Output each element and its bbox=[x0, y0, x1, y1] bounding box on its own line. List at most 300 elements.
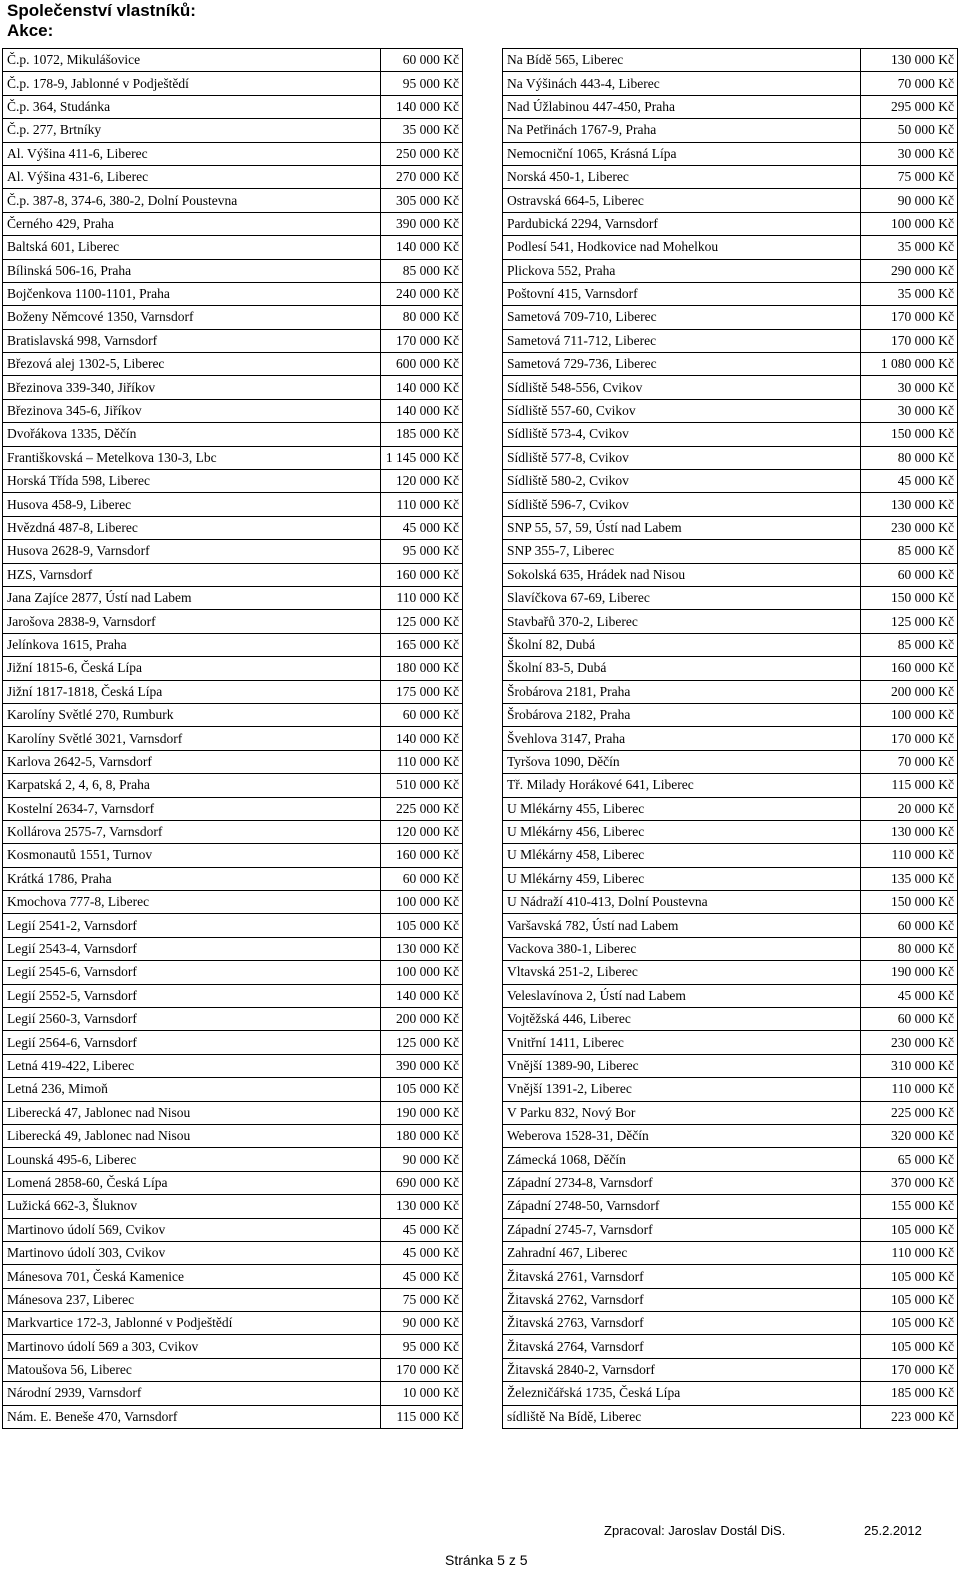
table-row bbox=[503, 1405, 958, 1428]
section-subtitle: Akce: bbox=[7, 21, 54, 40]
address-cell: Březová alej 1302-5, Liberec bbox=[3, 353, 381, 376]
amount-cell: 95 000 Kč bbox=[381, 72, 463, 95]
table-row bbox=[503, 633, 958, 656]
table-row bbox=[3, 797, 463, 820]
amount-cell: 30 000 Kč bbox=[861, 399, 958, 422]
address-cell: Norská 450-1, Liberec bbox=[503, 165, 861, 188]
amount-cell: 60 000 Kč bbox=[381, 49, 463, 72]
amount-cell: 140 000 Kč bbox=[381, 727, 463, 750]
page-number: Stránka 5 z 5 bbox=[445, 1552, 528, 1568]
amount-cell: 225 000 Kč bbox=[861, 1101, 958, 1124]
amount-cell: 170 000 Kč bbox=[861, 306, 958, 329]
amount-cell: 155 000 Kč bbox=[861, 1195, 958, 1218]
table-row bbox=[503, 212, 958, 235]
address-cell: Č.p. 364, Studánka bbox=[3, 95, 381, 118]
table-row bbox=[503, 937, 958, 960]
table-row bbox=[503, 586, 958, 609]
address-cell: Dvořákova 1335, Děčín bbox=[3, 423, 381, 446]
table-row bbox=[503, 516, 958, 539]
table-row bbox=[3, 72, 463, 95]
amount-cell: 100 000 Kč bbox=[861, 212, 958, 235]
amount-cell: 200 000 Kč bbox=[381, 1008, 463, 1031]
table-row bbox=[3, 259, 463, 282]
amount-cell: 190 000 Kč bbox=[861, 961, 958, 984]
address-cell: Matoušova 56, Liberec bbox=[3, 1358, 381, 1381]
table-row bbox=[3, 914, 463, 937]
amount-cell: 170 000 Kč bbox=[861, 329, 958, 352]
address-cell: Sametová 709-710, Liberec bbox=[503, 306, 861, 329]
table-row bbox=[3, 1218, 463, 1241]
table-row bbox=[3, 1288, 463, 1311]
address-cell: Zámecká 1068, Děčín bbox=[503, 1148, 861, 1171]
table-row bbox=[3, 937, 463, 960]
table-row bbox=[3, 282, 463, 305]
amount-cell: 45 000 Kč bbox=[381, 1218, 463, 1241]
address-cell: Mánesova 701, Česká Kamenice bbox=[3, 1265, 381, 1288]
address-cell: Sídliště 580-2, Cvikov bbox=[503, 470, 861, 493]
table-row bbox=[503, 680, 958, 703]
amount-cell: 30 000 Kč bbox=[861, 376, 958, 399]
address-cell: U Mlékárny 456, Liberec bbox=[503, 820, 861, 843]
address-cell: Žitavská 2763, Varnsdorf bbox=[503, 1312, 861, 1335]
address-cell: Vnější 1389-90, Liberec bbox=[503, 1054, 861, 1077]
amount-cell: 105 000 Kč bbox=[381, 1078, 463, 1101]
table-row bbox=[3, 586, 463, 609]
amount-cell: 20 000 Kč bbox=[861, 797, 958, 820]
amount-cell: 390 000 Kč bbox=[381, 1054, 463, 1077]
amount-cell: 170 000 Kč bbox=[861, 727, 958, 750]
amount-cell: 110 000 Kč bbox=[861, 844, 958, 867]
table-row bbox=[3, 329, 463, 352]
amount-cell: 180 000 Kč bbox=[381, 657, 463, 680]
table-row bbox=[3, 49, 463, 72]
table-row bbox=[3, 1148, 463, 1171]
address-cell: Bílinská 506-16, Praha bbox=[3, 259, 381, 282]
address-cell: Ostravská 664-5, Liberec bbox=[503, 189, 861, 212]
address-cell: Jelínkova 1615, Praha bbox=[3, 633, 381, 656]
table-row bbox=[503, 1031, 958, 1054]
amount-cell: 150 000 Kč bbox=[861, 891, 958, 914]
table-row bbox=[503, 867, 958, 890]
table-row bbox=[503, 306, 958, 329]
amount-cell: 270 000 Kč bbox=[381, 165, 463, 188]
table-row bbox=[503, 774, 958, 797]
table-row bbox=[3, 446, 463, 469]
amount-cell: 390 000 Kč bbox=[381, 212, 463, 235]
amount-cell: 223 000 Kč bbox=[861, 1405, 958, 1428]
amount-cell: 200 000 Kč bbox=[861, 680, 958, 703]
address-cell: Horská Třída 598, Liberec bbox=[3, 470, 381, 493]
address-cell: Letná 419-422, Liberec bbox=[3, 1054, 381, 1077]
address-cell: Na Petřinách 1767-9, Praha bbox=[503, 119, 861, 142]
amount-cell: 80 000 Kč bbox=[861, 446, 958, 469]
address-cell: Švehlova 3147, Praha bbox=[503, 727, 861, 750]
address-cell: Č.p. 178-9, Jablonné v Podještědí bbox=[3, 72, 381, 95]
address-cell: Karlova 2642-5, Varnsdorf bbox=[3, 750, 381, 773]
address-cell: Legií 2560-3, Varnsdorf bbox=[3, 1008, 381, 1031]
document-date: 25.2.2012 bbox=[864, 1523, 922, 1538]
amount-cell: 140 000 Kč bbox=[381, 376, 463, 399]
amount-cell: 130 000 Kč bbox=[381, 937, 463, 960]
address-cell: Žitavská 2762, Varnsdorf bbox=[503, 1288, 861, 1311]
amount-cell: 310 000 Kč bbox=[861, 1054, 958, 1077]
table-row bbox=[3, 1101, 463, 1124]
amount-cell: 105 000 Kč bbox=[861, 1335, 958, 1358]
amount-cell: 75 000 Kč bbox=[381, 1288, 463, 1311]
amount-cell: 105 000 Kč bbox=[861, 1218, 958, 1241]
table-row bbox=[3, 984, 463, 1007]
table-row bbox=[503, 1195, 958, 1218]
amount-cell: 125 000 Kč bbox=[381, 1031, 463, 1054]
address-cell: Kmochova 777-8, Liberec bbox=[3, 891, 381, 914]
amount-cell: 110 000 Kč bbox=[381, 586, 463, 609]
address-cell: Legií 2564-6, Varnsdorf bbox=[3, 1031, 381, 1054]
table-row bbox=[503, 1078, 958, 1101]
address-cell: Tyršova 1090, Děčín bbox=[503, 750, 861, 773]
address-cell: Západní 2748-50, Varnsdorf bbox=[503, 1195, 861, 1218]
address-cell: Bratislavská 998, Varnsdorf bbox=[3, 329, 381, 352]
amount-cell: 100 000 Kč bbox=[381, 891, 463, 914]
address-cell: Letná 236, Mimoň bbox=[3, 1078, 381, 1101]
address-cell: Markvartice 172-3, Jablonné v Podještědí bbox=[3, 1312, 381, 1335]
amount-cell: 95 000 Kč bbox=[381, 1335, 463, 1358]
table-row bbox=[3, 1171, 463, 1194]
address-cell: Baltská 601, Liberec bbox=[3, 236, 381, 259]
address-cell: Bojčenkova 1100-1101, Praha bbox=[3, 282, 381, 305]
address-cell: Sídliště 577-8, Cvikov bbox=[503, 446, 861, 469]
table-row bbox=[3, 189, 463, 212]
table-row bbox=[3, 1124, 463, 1147]
table-row bbox=[503, 703, 958, 726]
table-row bbox=[3, 1265, 463, 1288]
amount-cell: 600 000 Kč bbox=[381, 353, 463, 376]
amount-cell: 100 000 Kč bbox=[381, 961, 463, 984]
address-cell: Na Výšinách 443-4, Liberec bbox=[503, 72, 861, 95]
amount-cell: 45 000 Kč bbox=[381, 1265, 463, 1288]
table-row bbox=[3, 774, 463, 797]
amount-cell: 170 000 Kč bbox=[381, 329, 463, 352]
amount-cell: 1 080 000 Kč bbox=[861, 353, 958, 376]
address-cell: Lomená 2858-60, Česká Lípa bbox=[3, 1171, 381, 1194]
address-cell: Černého 429, Praha bbox=[3, 212, 381, 235]
amount-cell: 35 000 Kč bbox=[381, 119, 463, 142]
table-row bbox=[503, 797, 958, 820]
address-cell: Vackova 380-1, Liberec bbox=[503, 937, 861, 960]
amount-cell: 65 000 Kč bbox=[861, 1148, 958, 1171]
table-row bbox=[503, 119, 958, 142]
address-cell: Sokolská 635, Hrádek nad Nisou bbox=[503, 563, 861, 586]
address-cell: Legií 2545-6, Varnsdorf bbox=[3, 961, 381, 984]
table-row bbox=[503, 142, 958, 165]
address-cell: Západní 2745-7, Varnsdorf bbox=[503, 1218, 861, 1241]
table-row bbox=[3, 165, 463, 188]
table-row bbox=[503, 657, 958, 680]
address-cell: Jižní 1815-6, Česká Lípa bbox=[3, 657, 381, 680]
address-cell: Boženy Němcové 1350, Varnsdorf bbox=[3, 306, 381, 329]
address-cell: Hvězdná 487-8, Liberec bbox=[3, 516, 381, 539]
table-row bbox=[503, 727, 958, 750]
amount-cell: 130 000 Kč bbox=[861, 820, 958, 843]
table-row bbox=[3, 376, 463, 399]
amount-cell: 190 000 Kč bbox=[381, 1101, 463, 1124]
address-cell: Weberova 1528-31, Děčín bbox=[503, 1124, 861, 1147]
address-cell: Žitavská 2764, Varnsdorf bbox=[503, 1335, 861, 1358]
table-row bbox=[3, 212, 463, 235]
address-cell: sídliště Na Bídě, Liberec bbox=[503, 1405, 861, 1428]
table-row bbox=[3, 703, 463, 726]
address-cell: Františkovská – Metelkova 130-3, Lbc bbox=[3, 446, 381, 469]
address-cell: Varšavská 782, Ústí nad Labem bbox=[503, 914, 861, 937]
address-cell: Karolíny Světlé 3021, Varnsdorf bbox=[3, 727, 381, 750]
amount-cell: 80 000 Kč bbox=[861, 937, 958, 960]
address-cell: Lounská 495-6, Liberec bbox=[3, 1148, 381, 1171]
address-cell: Březinova 339-340, Jiříkov bbox=[3, 376, 381, 399]
amount-cell: 60 000 Kč bbox=[861, 914, 958, 937]
table-row bbox=[3, 657, 463, 680]
address-cell: Podlesí 541, Hodkovice nad Mohelkou bbox=[503, 236, 861, 259]
address-cell: Lužická 662-3, Šluknov bbox=[3, 1195, 381, 1218]
table-row bbox=[3, 961, 463, 984]
table-row bbox=[503, 165, 958, 188]
amount-cell: 110 000 Kč bbox=[381, 750, 463, 773]
address-cell: Al. Výšina 431-6, Liberec bbox=[3, 165, 381, 188]
table-row bbox=[3, 470, 463, 493]
amount-cell: 240 000 Kč bbox=[381, 282, 463, 305]
amount-cell: 95 000 Kč bbox=[381, 540, 463, 563]
address-cell: HZS, Varnsdorf bbox=[3, 563, 381, 586]
table-row bbox=[503, 1358, 958, 1381]
table-row bbox=[503, 1218, 958, 1241]
amount-cell: 30 000 Kč bbox=[861, 142, 958, 165]
table-row bbox=[3, 423, 463, 446]
address-cell: Martinovo údolí 569 a 303, Cvikov bbox=[3, 1335, 381, 1358]
amount-cell: 510 000 Kč bbox=[381, 774, 463, 797]
table-row bbox=[3, 610, 463, 633]
table-row bbox=[503, 493, 958, 516]
amount-cell: 150 000 Kč bbox=[861, 423, 958, 446]
table-row bbox=[3, 399, 463, 422]
amount-cell: 45 000 Kč bbox=[381, 1241, 463, 1264]
address-cell: Sídliště 596-7, Cvikov bbox=[503, 493, 861, 516]
amount-cell: 85 000 Kč bbox=[381, 259, 463, 282]
table-row bbox=[3, 119, 463, 142]
table-row bbox=[503, 1288, 958, 1311]
address-cell: Mánesova 237, Liberec bbox=[3, 1288, 381, 1311]
amount-cell: 170 000 Kč bbox=[861, 1358, 958, 1381]
address-cell: Šrobárova 2182, Praha bbox=[503, 703, 861, 726]
address-cell: Na Bídě 565, Liberec bbox=[503, 49, 861, 72]
amount-cell: 115 000 Kč bbox=[381, 1405, 463, 1428]
page-title: Společenství vlastníků: bbox=[7, 1, 196, 20]
amount-cell: 110 000 Kč bbox=[861, 1241, 958, 1264]
address-cell: Západní 2734-8, Varnsdorf bbox=[503, 1171, 861, 1194]
address-cell: Žitavská 2840-2, Varnsdorf bbox=[503, 1358, 861, 1381]
table-row bbox=[3, 353, 463, 376]
table-row bbox=[3, 95, 463, 118]
address-cell: Liberecká 47, Jablonec nad Nisou bbox=[3, 1101, 381, 1124]
address-cell: U Mlékárny 458, Liberec bbox=[503, 844, 861, 867]
table-row bbox=[503, 72, 958, 95]
address-cell: Nad Úžlabinou 447-450, Praha bbox=[503, 95, 861, 118]
table-row bbox=[3, 516, 463, 539]
table-row bbox=[503, 1382, 958, 1405]
address-cell: Šrobárova 2181, Praha bbox=[503, 680, 861, 703]
amount-cell: 85 000 Kč bbox=[861, 540, 958, 563]
table-row bbox=[503, 961, 958, 984]
amount-cell: 250 000 Kč bbox=[381, 142, 463, 165]
amount-cell: 160 000 Kč bbox=[861, 657, 958, 680]
table-row bbox=[3, 306, 463, 329]
address-cell: Slavíčkova 67-69, Liberec bbox=[503, 586, 861, 609]
address-cell: Vnitřní 1411, Liberec bbox=[503, 1031, 861, 1054]
address-cell: Jižní 1817-1818, Česká Lípa bbox=[3, 680, 381, 703]
table-row bbox=[503, 984, 958, 1007]
table-row bbox=[503, 1054, 958, 1077]
address-cell: Legií 2543-4, Varnsdorf bbox=[3, 937, 381, 960]
address-cell: Sametová 711-712, Liberec bbox=[503, 329, 861, 352]
amount-cell: 295 000 Kč bbox=[861, 95, 958, 118]
address-cell: Husova 2628-9, Varnsdorf bbox=[3, 540, 381, 563]
table-row bbox=[3, 1405, 463, 1428]
table-row bbox=[503, 95, 958, 118]
amount-cell: 105 000 Kč bbox=[861, 1288, 958, 1311]
amount-cell: 225 000 Kč bbox=[381, 797, 463, 820]
address-cell: Martinovo údolí 303, Cvikov bbox=[3, 1241, 381, 1264]
amount-cell: 170 000 Kč bbox=[381, 1358, 463, 1381]
address-cell: Karolíny Světlé 270, Rumburk bbox=[3, 703, 381, 726]
table-row bbox=[503, 540, 958, 563]
address-cell: Husova 458-9, Liberec bbox=[3, 493, 381, 516]
address-cell: Č.p. 277, Brtníky bbox=[3, 119, 381, 142]
amount-cell: 180 000 Kč bbox=[381, 1124, 463, 1147]
table-row bbox=[503, 423, 958, 446]
table-row bbox=[3, 891, 463, 914]
amount-cell: 290 000 Kč bbox=[861, 259, 958, 282]
table-row bbox=[3, 1335, 463, 1358]
amount-cell: 90 000 Kč bbox=[381, 1148, 463, 1171]
amount-cell: 110 000 Kč bbox=[861, 1078, 958, 1101]
address-cell: Sídliště 557-60, Cvikov bbox=[503, 399, 861, 422]
address-cell: Al. Výšina 411-6, Liberec bbox=[3, 142, 381, 165]
amount-cell: 10 000 Kč bbox=[381, 1382, 463, 1405]
address-cell: Vojtěžská 446, Liberec bbox=[503, 1008, 861, 1031]
amount-cell: 90 000 Kč bbox=[861, 189, 958, 212]
amount-cell: 130 000 Kč bbox=[861, 493, 958, 516]
table-row bbox=[503, 329, 958, 352]
address-cell: Krátká 1786, Praha bbox=[3, 867, 381, 890]
table-row bbox=[3, 1312, 463, 1335]
address-cell: Národní 2939, Varnsdorf bbox=[3, 1382, 381, 1405]
address-cell: Kosmonautů 1551, Turnov bbox=[3, 844, 381, 867]
amount-cell: 165 000 Kč bbox=[381, 633, 463, 656]
address-cell: Poštovní 415, Varnsdorf bbox=[503, 282, 861, 305]
table-row bbox=[3, 493, 463, 516]
address-cell: Sametová 729-736, Liberec bbox=[503, 353, 861, 376]
address-cell: U Nádraží 410-413, Dolní Poustevna bbox=[503, 891, 861, 914]
amount-cell: 140 000 Kč bbox=[381, 984, 463, 1007]
amount-cell: 115 000 Kč bbox=[861, 774, 958, 797]
amount-cell: 85 000 Kč bbox=[861, 633, 958, 656]
amount-cell: 120 000 Kč bbox=[381, 470, 463, 493]
address-cell: U Mlékárny 459, Liberec bbox=[503, 867, 861, 890]
table-row bbox=[503, 1241, 958, 1264]
table-row bbox=[503, 563, 958, 586]
amount-cell: 45 000 Kč bbox=[861, 984, 958, 1007]
table-row bbox=[3, 727, 463, 750]
address-cell: Jana Zajíce 2877, Ústí nad Labem bbox=[3, 586, 381, 609]
table-row bbox=[503, 914, 958, 937]
table-row bbox=[503, 844, 958, 867]
amount-cell: 90 000 Kč bbox=[381, 1312, 463, 1335]
table-row bbox=[3, 236, 463, 259]
address-cell: Tř. Milady Horákové 641, Liberec bbox=[503, 774, 861, 797]
address-cell: Karpatská 2, 4, 6, 8, Praha bbox=[3, 774, 381, 797]
address-cell: Sídliště 548-556, Cvikov bbox=[503, 376, 861, 399]
amount-cell: 140 000 Kč bbox=[381, 399, 463, 422]
amount-cell: 60 000 Kč bbox=[381, 703, 463, 726]
table-row bbox=[3, 563, 463, 586]
address-cell: Jarošova 2838-9, Varnsdorf bbox=[3, 610, 381, 633]
table-row bbox=[503, 189, 958, 212]
amount-cell: 110 000 Kč bbox=[381, 493, 463, 516]
table-row bbox=[3, 142, 463, 165]
table-row bbox=[503, 1101, 958, 1124]
amount-cell: 125 000 Kč bbox=[861, 610, 958, 633]
amount-cell: 140 000 Kč bbox=[381, 236, 463, 259]
address-cell: U Mlékárny 455, Liberec bbox=[503, 797, 861, 820]
table-row bbox=[3, 1195, 463, 1218]
amount-cell: 230 000 Kč bbox=[861, 516, 958, 539]
amount-cell: 305 000 Kč bbox=[381, 189, 463, 212]
table-row bbox=[3, 820, 463, 843]
address-cell: Kollárova 2575-7, Varnsdorf bbox=[3, 820, 381, 843]
amount-cell: 690 000 Kč bbox=[381, 1171, 463, 1194]
address-cell: Zahradní 467, Liberec bbox=[503, 1241, 861, 1264]
address-cell: Vnější 1391-2, Liberec bbox=[503, 1078, 861, 1101]
table-row bbox=[3, 867, 463, 890]
address-cell: Nám. E. Beneše 470, Varnsdorf bbox=[3, 1405, 381, 1428]
amount-cell: 185 000 Kč bbox=[381, 423, 463, 446]
table-row bbox=[503, 891, 958, 914]
left-projects-table bbox=[2, 48, 463, 1429]
table-row bbox=[503, 282, 958, 305]
amount-cell: 100 000 Kč bbox=[861, 703, 958, 726]
amount-cell: 70 000 Kč bbox=[861, 72, 958, 95]
amount-cell: 105 000 Kč bbox=[381, 914, 463, 937]
amount-cell: 130 000 Kč bbox=[861, 49, 958, 72]
amount-cell: 35 000 Kč bbox=[861, 282, 958, 305]
address-cell: Vltavská 251-2, Liberec bbox=[503, 961, 861, 984]
amount-cell: 50 000 Kč bbox=[861, 119, 958, 142]
address-cell: Č.p. 387-8, 374-6, 380-2, Dolní Poustevna bbox=[3, 189, 381, 212]
amount-cell: 320 000 Kč bbox=[861, 1124, 958, 1147]
address-cell: SNP 355-7, Liberec bbox=[503, 540, 861, 563]
amount-cell: 80 000 Kč bbox=[381, 306, 463, 329]
table-row bbox=[503, 1335, 958, 1358]
address-cell: V Parku 832, Nový Bor bbox=[503, 1101, 861, 1124]
prepared-by: Zpracoval: Jaroslav Dostál DiS. bbox=[604, 1523, 786, 1538]
amount-cell: 140 000 Kč bbox=[381, 95, 463, 118]
table-row bbox=[3, 1054, 463, 1077]
amount-cell: 150 000 Kč bbox=[861, 586, 958, 609]
table-row bbox=[3, 1358, 463, 1381]
address-cell: Školní 83-5, Dubá bbox=[503, 657, 861, 680]
address-cell: Stavbařů 370-2, Liberec bbox=[503, 610, 861, 633]
address-cell: Školní 82, Dubá bbox=[503, 633, 861, 656]
address-cell: Kostelní 2634-7, Varnsdorf bbox=[3, 797, 381, 820]
amount-cell: 45 000 Kč bbox=[381, 516, 463, 539]
table-row bbox=[3, 680, 463, 703]
